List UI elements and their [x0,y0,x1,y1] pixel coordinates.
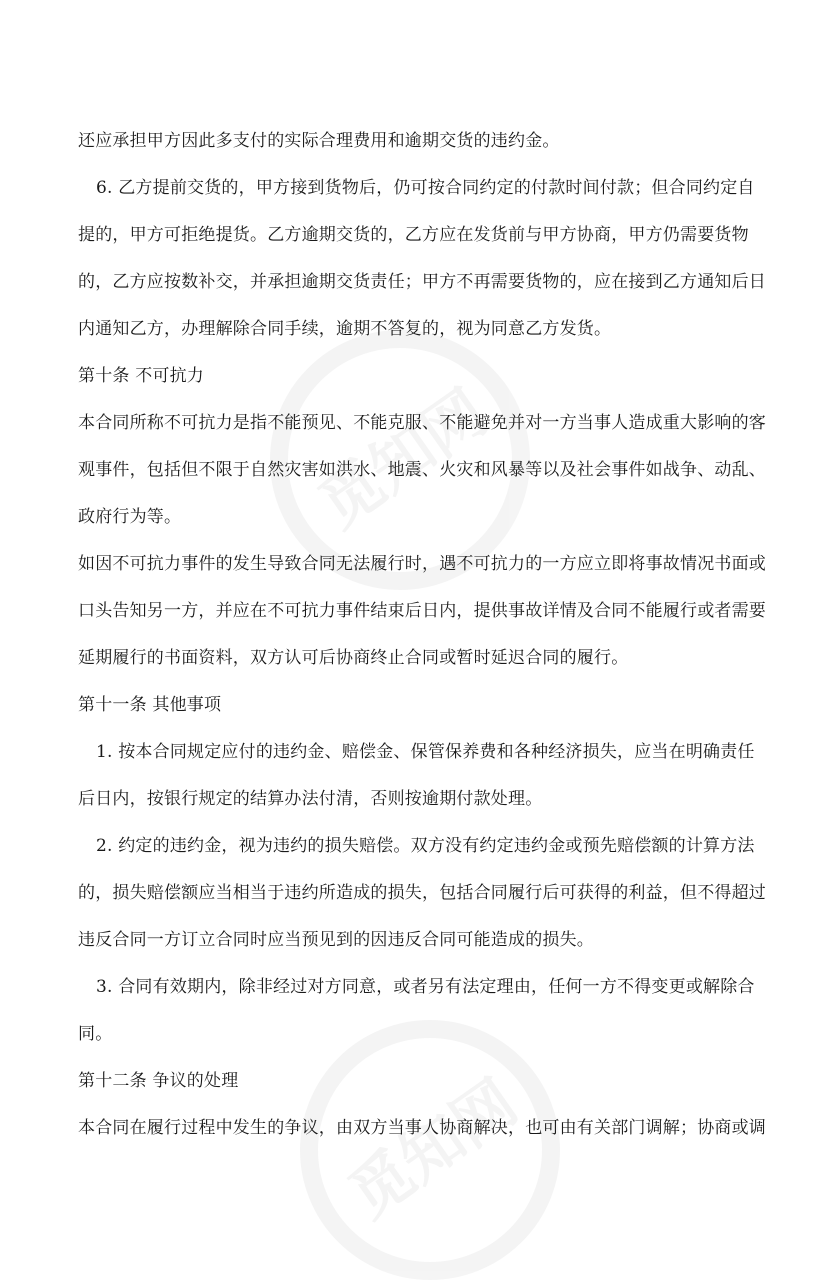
paragraph-line: 违反合同一方订立合同时应当预见到的因违反合同可能造成的损失。 [78,930,594,950]
list-item-6-line: 6. 乙方提前交货的，甲方接到货物后，仍可按合同约定的付款时间付款；但合同约定自 [96,178,755,198]
watermark-text: 觅知网 [305,375,500,542]
paragraph-line: 还应承担甲方因此多支付的实际合理费用和逾期交货的违约金。 [78,131,560,151]
paragraph-line: 本合同所称不可抗力是指不能预见、不能克服、不能避免并对一方当事人造成重大影响的客 [78,413,766,433]
paragraph-line: 后日内，按银行规定的结算办法付清，否则按逾期付款处理。 [78,789,543,809]
paragraph-line: 的，乙方应按数补交，并承担逾期交货责任；甲方不再需要货物的，应在接到乙方通知后日 [78,272,766,292]
paragraph-line: 观事件，包括但不限于自然灾害如洪水、地震、火灾和风暴等以及社会事件如战争、动乱、 [78,460,766,480]
watermark-text: 觅知网 [335,1065,530,1232]
section-heading-article-10: 第十条 不可抗力 [78,366,205,386]
paragraph-line: 延期履行的书面资料，双方认可后协商终止合同或暂时延迟合同的履行。 [78,648,629,668]
paragraph-line: 口头告知另一方，并应在不可抗力事件结束后日内，提供事故详情及合同不能履行或者需要 [78,601,766,621]
paragraph-line: 本合同在履行过程中发生的争议，由双方当事人协商解决，也可由有关部门调解；协商或调 [78,1118,766,1138]
paragraph-line: 如因不可抗力事件的发生导致合同无法履行时，遇不可抗力的一方应立即将事故情况书面或 [78,554,766,574]
document-body [78,126,766,1145]
list-item-2-line: 2. 约定的违约金，视为违约的损失赔偿。双方没有约定违约金或预先赔偿额的计算方法 [96,836,755,856]
list-item-1-line: 1. 按本合同规定应付的违约金、赔偿金、保管保养费和各种经济损失，应当在明确责任 [96,742,755,762]
list-item-3-line: 3. 合同有效期内，除非经过对方同意，或者另有法定理由，任何一方不得变更或解除合 [96,977,755,997]
paragraph-line: 提的，甲方可拒绝提货。乙方逾期交货的，乙方应在发货前与甲方协商，甲方仍需要货物 [78,225,749,245]
paragraph-line: 内通知乙方，办理解除合同手续，逾期不答复的，视为同意乙方发货。 [78,319,612,339]
paragraph-line: 政府行为等。 [78,507,182,527]
paragraph-line: 同。 [78,1024,113,1044]
section-heading-article-11: 第十一条 其他事项 [78,695,222,715]
paragraph-line: 的，损失赔偿额应当相当于违约所造成的损失，包括合同履行后可获得的利益，但不得超过 [78,883,766,903]
section-heading-article-12: 第十二条 争议的处理 [78,1071,239,1091]
